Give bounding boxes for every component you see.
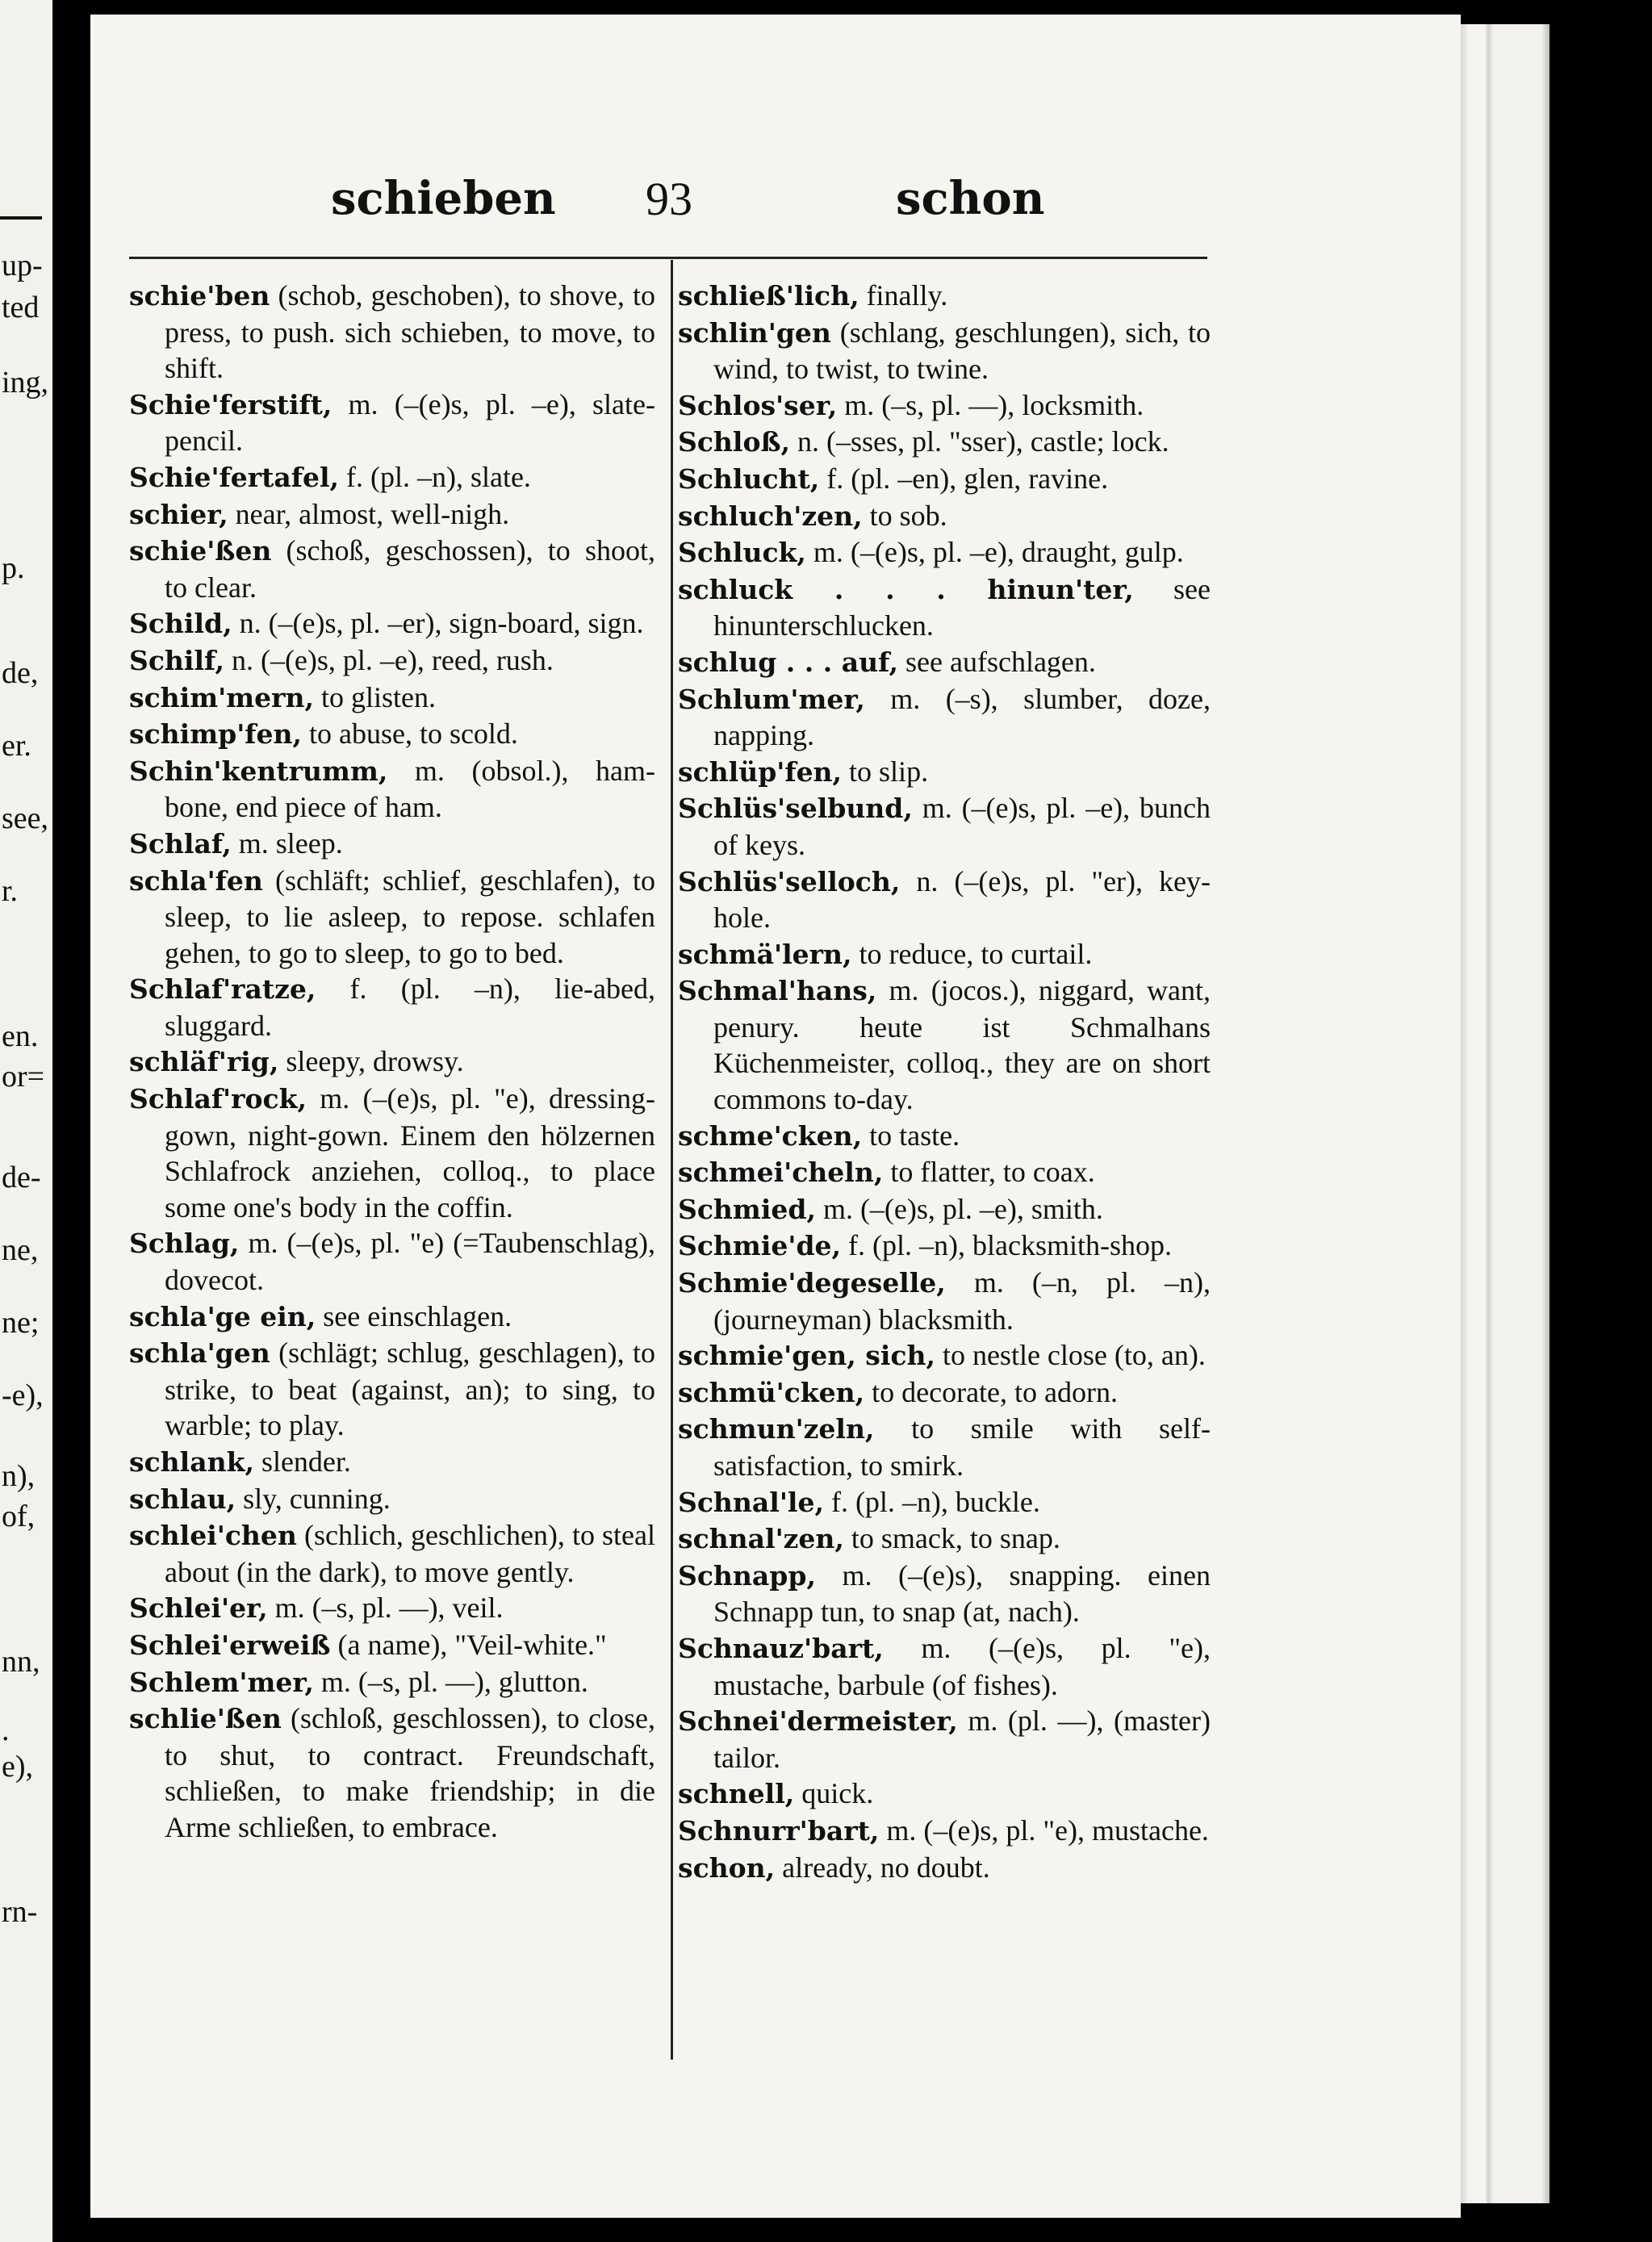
dictionary-entry [129,1664,655,1701]
entry-headword: Schlüs'selbund, [678,793,913,825]
dictionary-entry [129,496,655,533]
dictionary-entry [678,644,1211,681]
entry-headword: schmie'gen, sich, [678,1340,935,1372]
margin-fragment: or= [2,1060,45,1094]
left-guide-word: schieben [331,172,556,225]
entry-headword: schnell, [678,1778,795,1810]
entry-headword: schläf'rig, [129,1046,279,1078]
entry-headword: schimp'fen, [129,718,302,751]
page-stack-edge [1461,24,1550,2203]
dictionary-entry [678,1484,1211,1521]
entry-headword: Schilf, [129,644,224,676]
dictionary-entry [129,1481,655,1518]
dictionary-entry [678,387,1211,425]
entry-definition: m. sleep. [231,826,343,860]
margin-fragment: er. [2,729,31,763]
entry-definition: (schob, geschoben), to shove, to press, to push. sich schieben, to move, to shift. [165,279,655,385]
dictionary-entry [129,1627,655,1664]
margin-fragment: e), [2,1750,34,1784]
entry-definition: (schlägt; schlug, geschlagen), to strike, to beat (against, an); to sing, to warble; to play. [165,1336,655,1442]
entry-definition: (schlich, geschlichen), to steal about (in the dark), to move gently. [165,1519,655,1588]
entry-definition: m. (–(e)s, pl. "e), dressing-gown, night-gown. Einem den hölzernen Schlafrock anziehen, colloq., to place some one's body in the coffin. [165,1082,655,1223]
entry-definition: (schoß, geschossen), to shoot, to clear. [165,534,655,604]
dictionary-entry [129,1700,655,1845]
entry-definition: m. (–s, pl. —), locksmith. [837,388,1144,421]
entry-headword: schme'cken, [678,1119,863,1152]
entry-definition: f. (pl. –en), glen, ravine. [819,462,1109,495]
dictionary-entry [678,315,1211,387]
entry-definition: m. (–s, pl. —), veil. [267,1592,504,1625]
margin-fragment: . [2,1713,10,1747]
dictionary-entry [129,1335,655,1444]
dictionary-entry [129,605,655,642]
entry-definition: m. (–(e)s, pl. –e), bunch of keys. [713,792,1211,861]
entry-headword: schier, [129,498,228,530]
dictionary-entry [678,1265,1211,1337]
entry-headword: schla'ge ein, [129,1300,316,1332]
entry-headword: Schie'ferstift, [129,388,332,420]
entry-definition: to flatter, to coax. [883,1156,1095,1189]
dictionary-entry [129,753,655,826]
previous-page-rule [0,216,42,220]
entry-headword: Schmied, [678,1193,816,1225]
page-number: 93 [646,173,692,225]
dictionary-entry [129,1044,655,1081]
entry-definition: n. (–(e)s, pl. –e), reed, rush. [224,643,554,676]
entry-definition: to smile with self-satisfaction, to smirk. [713,1412,1211,1482]
entry-headword: Schild, [129,608,232,640]
entry-headword: schlank, [129,1446,254,1478]
entry-headword: schlau, [129,1483,236,1515]
entry-headword: schla'fen [129,864,263,897]
entry-definition: near, almost, well-nigh. [228,497,510,530]
entry-definition: m. (–(e)s, pl. –e), smith. [815,1192,1103,1225]
entry-headword: schmun'zeln, [678,1413,875,1445]
dictionary-entry [129,826,655,863]
entry-definition: f. (pl. –n), buckle. [823,1485,1040,1518]
entry-headword: Schlucht, [678,462,820,495]
dictionary-entry [678,1228,1211,1265]
dictionary-entry [678,936,1211,973]
entry-definition: already, no doubt. [775,1851,990,1884]
margin-fragment: -e), [2,1378,44,1412]
entry-headword: Schmal'hans, [678,975,877,1007]
entry-headword: Schnauz'bart, [678,1632,884,1664]
entry-definition: to nestle close (to, an). [935,1339,1206,1372]
entry-definition: to reduce, to curtail. [851,937,1093,970]
dictionary-entry [129,642,655,680]
entry-definition: m. (–(e)s, pl. "e), mustache. [879,1813,1209,1847]
entry-headword: schluck . . . hinun'ter, [678,573,1134,605]
entry-definition: (schlang, geschlungen), sich, to wind, to twist, to twine. [713,316,1211,386]
entry-definition: (a name), "Veil-white." [330,1628,607,1661]
entry-definition: f. (pl. –n), lie-abed, sluggard. [165,973,655,1042]
dictionary-entry [678,1813,1211,1850]
entry-headword: schnal'zen, [678,1523,844,1555]
dictionary-entry [678,1703,1211,1776]
margin-fragment: ne; [2,1306,40,1340]
dictionary-entry [678,681,1211,754]
margin-fragment: de, [2,656,39,690]
entry-definition: to sob. [862,499,947,532]
dictionary-entry [678,1558,1211,1630]
entry-definition: to smack, to snap. [843,1522,1060,1555]
dictionary-entry [678,1411,1211,1483]
entry-headword: schlie'ßen [129,1703,282,1735]
right-guide-word: schon [896,172,1045,225]
entry-headword: Schlaf, [129,827,232,860]
entry-headword: Schlei'er, [129,1592,268,1625]
dictionary-entry [678,1374,1211,1412]
entry-definition: to taste. [862,1119,960,1152]
dictionary-entry [678,1191,1211,1228]
dictionary-entry [678,498,1211,535]
entry-definition: m. (pl. —), (master) tailor. [713,1705,1211,1774]
dictionary-entry [678,1154,1211,1191]
entry-headword: Schlaf'ratze, [129,973,316,1006]
entry-headword: Schlem'mer, [129,1666,314,1698]
entry-headword: Schlei'erweiß [129,1629,331,1661]
entry-headword: schmä'lern, [678,938,852,970]
entry-headword: schlüp'fen, [678,755,843,788]
entry-headword: schlug . . . auf, [678,646,899,678]
entry-definition: m. (–s, pl. —), glutton. [313,1665,588,1698]
dictionary-entry [678,461,1211,498]
margin-fragment: de- [2,1161,41,1194]
entry-definition: quick. [794,1777,874,1810]
entry-headword: schon, [678,1851,776,1884]
entry-definition: m. (–n, pl. –n), (journeyman) blacksmith. [713,1266,1211,1336]
dictionary-entry [678,1520,1211,1558]
dictionary-entry [129,863,655,972]
entry-definition: n. (–(e)s, pl. "er), key-hole. [713,864,1211,935]
entry-definition: see aufschlagen. [898,645,1096,678]
margin-fragment: en. [2,1019,39,1053]
entry-headword: schmei'cheln, [678,1157,884,1189]
entry-headword: schlin'gen [678,316,831,349]
margin-fragment: nn, [2,1645,40,1679]
dictionary-entry [129,1081,655,1225]
dictionary-entry [678,1337,1211,1374]
margin-fragment: p. [2,551,25,585]
entry-definition: m. (–(e)s, pl. "e) (=Taubenschlag), dovecot. [165,1227,655,1297]
entry-headword: Schnapp, [678,1559,816,1592]
dictionary-entry [129,387,655,459]
entry-definition: m. (–(e)s, pl. "e), mustache, barbule (of fishes). [713,1631,1211,1701]
entry-headword: Schmie'degeselle, [678,1267,946,1299]
entry-definition: m. (–(e)s, pl. –e), draught, gulp. [805,536,1184,569]
dictionary-entry [678,973,1211,1117]
entry-headword: schlei'chen [129,1520,297,1552]
entry-definition: see hinunterschlucken. [713,572,1211,642]
entry-headword: Schnal'le, [678,1486,824,1518]
right-column [678,278,1211,1886]
dictionary-entry [129,1225,655,1298]
margin-fragment: up- [2,249,43,282]
entry-headword: Schnei'dermeister, [678,1705,958,1738]
dictionary-entry [129,716,655,753]
entry-definition: f. (pl. –n), slate. [338,460,531,493]
entry-headword: schie'ßen [129,535,272,567]
dictionary-entry [129,278,655,387]
dictionary-entry [678,1118,1211,1155]
entry-definition: to decorate, to adorn. [864,1375,1118,1408]
dictionary-entry [129,1299,655,1336]
dictionary-entry [678,1776,1211,1813]
margin-fragment: ted [2,291,40,324]
entry-headword: Schlaf'rock, [129,1083,307,1115]
entry-definition: n. (–sses, pl. "sser), castle; lock. [790,425,1169,458]
margin-fragment: rn- [2,1895,38,1929]
column-divider [671,260,673,2060]
entry-definition: m. (–(e)s, pl. –e), slate-pencil. [165,387,655,458]
entry-definition: finally. [859,279,948,312]
margin-fragment: r. [2,874,19,908]
left-column [129,278,655,1846]
margin-fragment: see, [2,801,49,835]
dictionary-entry [678,790,1211,863]
entry-headword: Schlag, [129,1228,240,1260]
entry-headword: Schlos'ser, [678,389,838,421]
entry-definition: see einschlagen. [316,1299,512,1332]
entry-headword: schie'ben [129,280,270,312]
dictionary-entry [129,1590,655,1627]
dictionary-entry [678,278,1211,315]
dictionary-entry [678,424,1211,461]
entry-definition: m. (–(e)s), snapping. einen Schnapp tun, to snap (at, nach). [713,1558,1211,1629]
entry-headword: Schie'fertafel, [129,461,339,493]
dictionary-entry [129,1444,655,1481]
entry-definition: slender. [253,1445,351,1478]
entry-definition: sly, cunning. [236,1482,391,1515]
entry-headword: schließ'lich, [678,280,859,312]
dictionary-entry [678,534,1211,571]
entry-definition: m. (–s), slumber, doze, napping. [713,682,1211,752]
dictionary-entry [129,533,655,605]
margin-fragment: ne, [2,1233,39,1267]
entry-headword: Schloß, [678,426,791,458]
entry-headword: schim'mern, [129,681,315,713]
entry-definition: to abuse, to scold. [301,717,518,751]
margin-fragment: of, [2,1500,36,1533]
entry-headword: schmü'cken, [678,1376,865,1408]
header-rule [129,257,1207,259]
dictionary-entry [678,571,1211,644]
dictionary-entry [678,1850,1211,1887]
entry-headword: Schluck, [678,537,806,569]
entry-headword: Schin'kentrumm, [129,755,388,787]
margin-fragment: n), [2,1459,36,1493]
entry-definition: n. (–(e)s, pl. –er), sign-board, sign. [232,607,644,640]
entry-headword: Schnurr'bart, [678,1814,880,1847]
entry-definition: m. (obsol.), ham-bone, end piece of ham. [165,754,655,824]
entry-headword: Schmie'de, [678,1230,842,1262]
margin-fragment: ing, [2,366,49,399]
entry-headword: schluch'zen, [678,500,863,532]
previous-page-edge [0,0,52,2242]
dictionary-entry [678,754,1211,791]
dictionary-entry [678,864,1211,936]
entry-definition: m. (jocos.), niggard, want, penury. heute ist Schmalhans Küchenmeister, colloq., they are on short commons to-day. [713,974,1211,1116]
dictionary-entry [129,459,655,496]
dictionary-entry [129,971,655,1044]
entry-definition: (schläft; schlief, geschlafen), to sleep, to lie asleep, to repose. schlafen gehen, to go to sleep, to go to bed. [165,864,655,969]
entry-definition: to slip. [842,755,929,788]
entry-definition: sleepy, drowsy. [278,1045,464,1078]
entry-headword: Schlüs'selloch, [678,865,901,897]
dictionary-entry [129,680,655,717]
dictionary-entry [129,1517,655,1590]
entry-headword: schla'gen [129,1337,270,1370]
entry-headword: Schlum'mer, [678,683,865,715]
entry-definition: (schloß, geschlossen), to close, to shut, to contract. Freundschaft, schließen, to make friendship; in die Arme schließen, to embrace. [165,1702,655,1843]
dictionary-entry [678,1630,1211,1703]
entry-definition: f. (pl. –n), blacksmith-shop. [841,1229,1172,1262]
entry-definition: to glisten. [314,680,437,713]
